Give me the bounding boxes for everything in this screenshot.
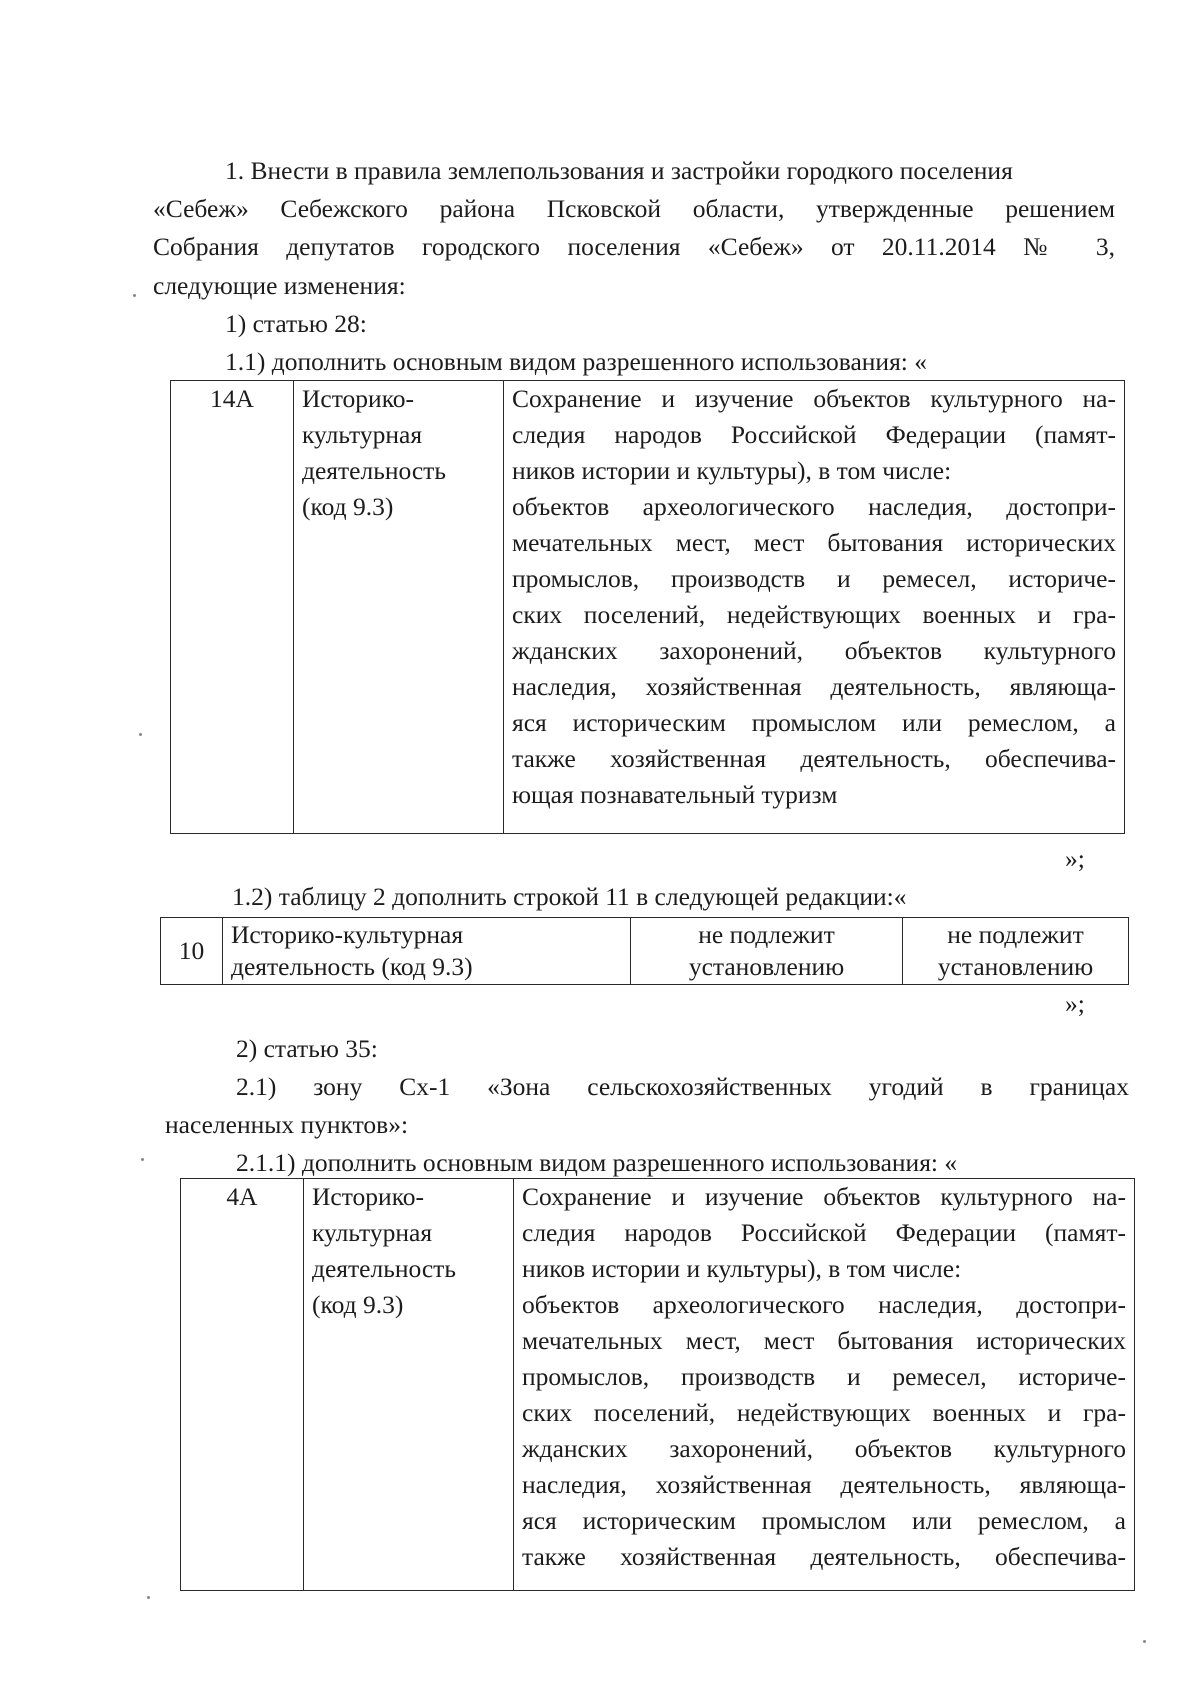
item-2: 2) статью 35: xyxy=(236,1034,378,1063)
scan-speck xyxy=(139,733,142,736)
close-quote-1: »; xyxy=(1065,844,1085,873)
table-3-desc-line: следия народов Российской Федерации (памят- xyxy=(522,1218,1126,1247)
table-1-code: 14А xyxy=(171,381,294,834)
paragraph-1-line-3: Собрания депутатов городского поселения «Себеж» от 20.11.2014 № 3, xyxy=(153,232,1115,261)
scan-speck xyxy=(141,1158,144,1161)
scan-speck xyxy=(133,294,136,297)
table-3-name-line: (код 9.3) xyxy=(312,1290,404,1319)
table-2 xyxy=(160,917,1129,985)
table-2-col-3-line: не подлежит xyxy=(698,920,835,949)
table-2-row xyxy=(161,918,1129,985)
item-1-2: 1.2) таблицу 2 дополнить строкой 11 в следующей редакции:« xyxy=(232,882,907,911)
table-3-name xyxy=(304,1179,514,1591)
paragraph-1-line-4: следующие изменения: xyxy=(153,271,406,300)
table-1-desc-line: яся историческим промыслом или ремеслом, а xyxy=(512,708,1116,737)
table-1-name-line: деятельность xyxy=(302,456,446,485)
table-1-desc-line: следия народов Российской Федерации (памят- xyxy=(512,420,1116,449)
table-1-desc-line: ющая познавательный туризм xyxy=(512,780,838,809)
table-3-description xyxy=(514,1179,1135,1591)
table-3-desc-line: ников истории и культуры), в том числе: xyxy=(522,1254,962,1283)
table-3-desc-line: мечательных мест, мест бытования исторических xyxy=(522,1326,1126,1355)
item-2-1-1: 2.1.1) дополнить основным видом разрешенного использования: « xyxy=(236,1148,958,1177)
table-3-name-line: деятельность xyxy=(312,1254,456,1283)
table-1-desc-line: жданских захоронений, объектов культурного xyxy=(512,636,1116,665)
table-1-desc-line: объектов археологического наследия, достопри- xyxy=(512,492,1116,521)
table-1-desc-line: мечательных мест, мест бытования исторических xyxy=(512,528,1116,557)
table-1-description xyxy=(504,381,1125,834)
table-1-name-line: культурная xyxy=(302,420,423,449)
table-1-name xyxy=(294,381,504,834)
table-2-name xyxy=(223,918,631,985)
table-1-name-line: (код 9.3) xyxy=(302,492,394,521)
table-3-desc-line: наследия, хозяйственная деятельность, являюща- xyxy=(522,1470,1126,1499)
table-2-number: 10 xyxy=(161,918,223,985)
table-3-row xyxy=(181,1179,1135,1591)
table-3-desc-line: также хозяйственная деятельность, обеспечива- xyxy=(522,1542,1126,1571)
table-1-desc-line: также хозяйственная деятельность, обеспечива- xyxy=(512,744,1116,773)
table-2-col-4-line: не подлежит xyxy=(947,920,1084,949)
paragraph-1-line-1: 1. Внести в правила землепользования и застройки городкого поселения xyxy=(225,156,1013,185)
item-2-1-line-2: населенных пунктов»: xyxy=(165,1110,409,1139)
table-3-name-line: культурная xyxy=(312,1218,433,1247)
table-2-col-4 xyxy=(903,918,1129,985)
scan-speck xyxy=(147,1596,150,1599)
table-3-desc-line: промыслов, производств и ремесел, историче- xyxy=(522,1362,1126,1391)
table-3-desc-line: яся историческим промыслом или ремеслом, а xyxy=(522,1506,1126,1535)
table-2-col-4-line: установлению xyxy=(937,952,1094,981)
table-1-name-line: Историко- xyxy=(302,384,415,413)
table-2-name-line: Историко-культурная xyxy=(231,920,464,949)
table-3-desc-line: жданских захоронений, объектов культурного xyxy=(522,1434,1126,1463)
table-1-desc-line: ников истории и культуры), в том числе: xyxy=(512,456,952,485)
table-2-name-line: деятельность (код 9.3) xyxy=(231,952,473,981)
item-2-1-line-1: 2.1) зону Сх-1 «Зона сельскохозяйственных угодий в границах xyxy=(236,1072,1129,1101)
table-1-desc-line: промыслов, производств и ремесел, историче- xyxy=(512,564,1116,593)
table-2-col-3 xyxy=(631,918,903,985)
table-1 xyxy=(170,380,1125,834)
item-1-1: 1.1) дополнить основным видом разрешенного использования: « xyxy=(225,347,928,376)
table-3-desc-line: ских поселений, недействующих военных и гра- xyxy=(522,1398,1126,1427)
table-1-desc-line: наследия, хозяйственная деятельность, являюща- xyxy=(512,672,1116,701)
table-3-desc-line: Сохранение и изучение объектов культурного на- xyxy=(522,1182,1126,1211)
table-1-row xyxy=(171,381,1125,834)
table-2-col-3-line: установлению xyxy=(688,952,845,981)
table-3-desc-line: объектов археологического наследия, достопри- xyxy=(522,1290,1126,1319)
table-1-desc-line: Сохранение и изучение объектов культурного на- xyxy=(512,384,1116,413)
scan-speck xyxy=(1143,1640,1146,1643)
table-3-code: 4А xyxy=(181,1179,304,1591)
table-3-name-line: Историко- xyxy=(312,1182,425,1211)
table-3 xyxy=(180,1178,1135,1591)
table-1-desc-line: ских поселений, недействующих военных и гра- xyxy=(512,600,1116,629)
close-quote-2: »; xyxy=(1065,989,1085,1018)
item-1: 1) статью 28: xyxy=(225,309,367,338)
paragraph-1-line-2: «Себеж» Себежского района Псковской области, утвержденные решением xyxy=(153,194,1115,223)
